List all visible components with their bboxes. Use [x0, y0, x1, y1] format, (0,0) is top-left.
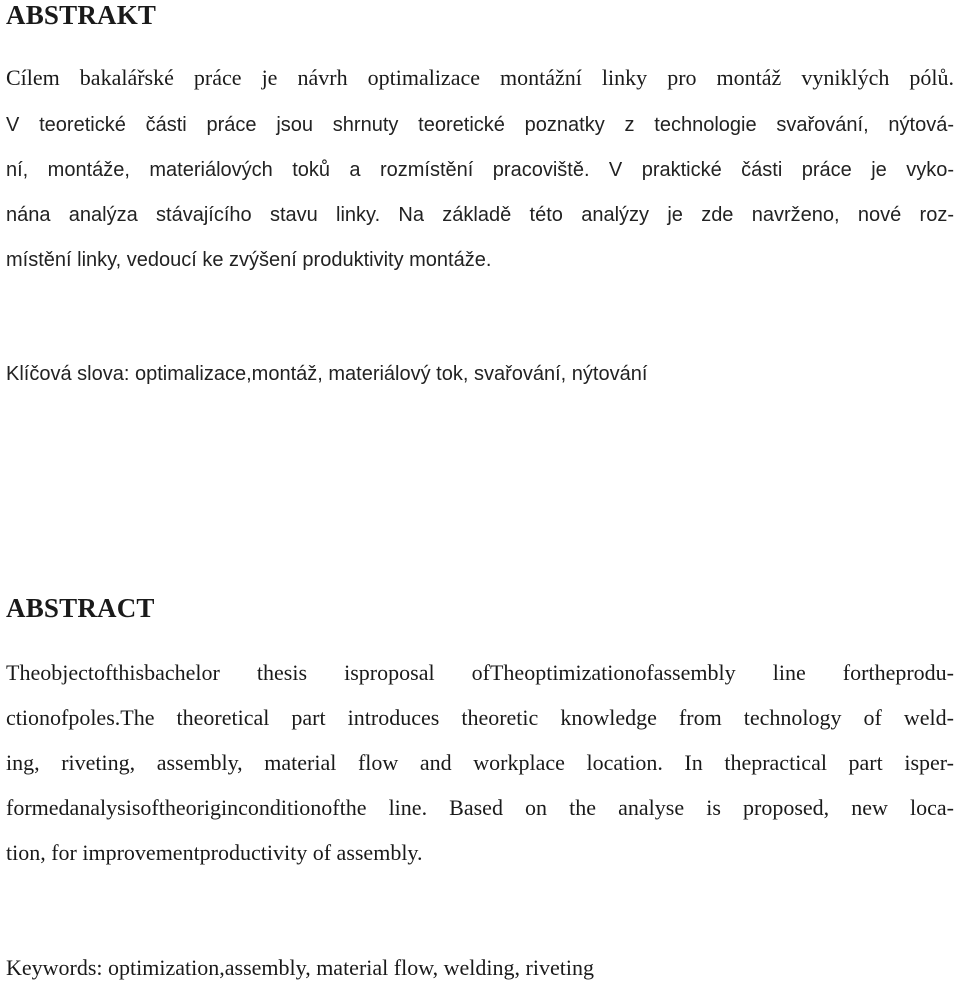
czech-abstract-line-1: Cílem bakalářské práce je návrh optimalizace montážní linky pro montáž vyniklých pólů.: [6, 65, 954, 90]
english-abstract-line-5: tion, for improvementproductivity of assembly.: [6, 840, 423, 865]
czech-abstract-line-2: V teoretické části práce jsou shrnuty teoretické poznatky z technologie svařování, nýtová-: [6, 114, 954, 136]
czech-abstract-line-3: ní, montáže, materiálových toků a rozmístění pracoviště. V praktické části práce je vyko-: [6, 159, 954, 181]
czech-keywords: Klíčová slova: optimalizace,montáž, materiálový tok, svařování, nýtování: [6, 363, 648, 385]
czech-abstract-line-5: místění linky, vedoucí ke zvýšení produktivity montáže.: [6, 249, 492, 271]
english-abstract-line-1: Theobjectofthisbachelor thesis isproposal ofTheoptimizationofassembly line fortheprodu-: [6, 660, 954, 685]
english-abstract-line-3: ing, riveting, assembly, material flow and workplace location. In thepractical part isper-: [6, 750, 954, 775]
english-abstract-heading: ABSTRACT: [6, 593, 155, 623]
english-abstract-line-4: formedanalysisoftheoriginconditionofthe line. Based on the analyse is proposed, new loca-: [6, 795, 954, 820]
english-keywords: Keywords: optimization,assembly, material flow, welding, riveting: [6, 955, 594, 980]
czech-abstract-line-4: nána analýza stávajícího stavu linky. Na základě této analýzy je zde navrženo, nové roz-: [6, 204, 954, 226]
english-abstract-line-2: ctionofpoles.The theoretical part introduces theoretic knowledge from technology of weld-: [6, 705, 954, 730]
czech-abstract-heading: ABSTRAKT: [6, 0, 157, 30]
